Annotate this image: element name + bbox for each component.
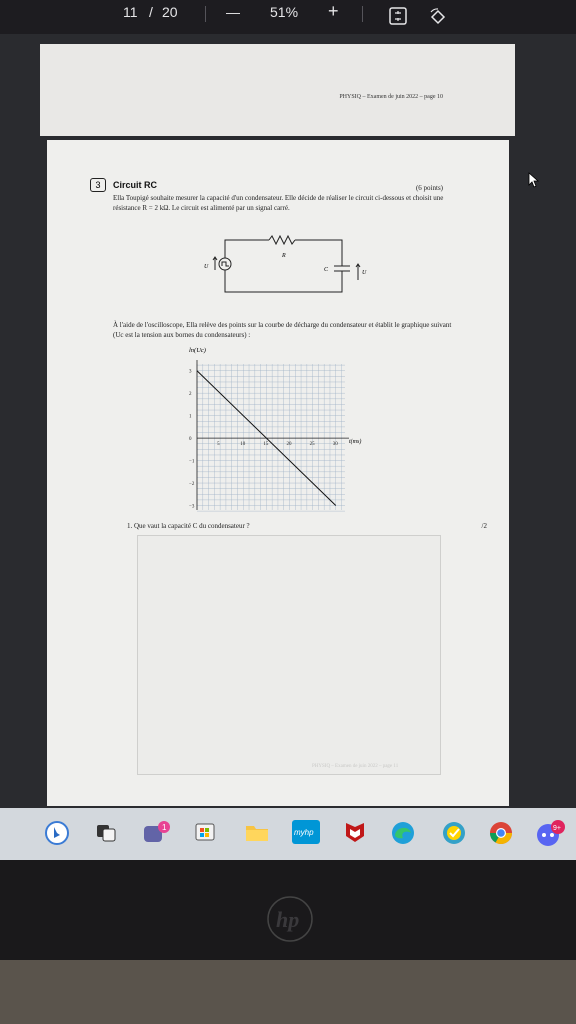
- pdf-page-previous: [40, 44, 515, 136]
- y-tick-label: −3: [189, 504, 195, 510]
- mcafee-icon[interactable]: [343, 820, 367, 844]
- y-tick-label: 0: [189, 437, 192, 443]
- windows-taskbar: [0, 808, 576, 860]
- answer-box[interactable]: [137, 535, 441, 775]
- fit-page-icon[interactable]: [389, 7, 407, 28]
- discord-badge: 9+: [553, 825, 561, 832]
- x-tick-label: 25: [309, 442, 315, 448]
- rotate-icon[interactable]: [428, 7, 448, 30]
- ug-arrow: [213, 257, 217, 270]
- x-axis-label: t(ms): [349, 439, 362, 445]
- x-tick-label: 10: [240, 442, 246, 448]
- store-icon[interactable]: [194, 820, 218, 844]
- subquestion-1: 1. Que vaut la capacité C du condensateur ?: [127, 522, 250, 530]
- question-number: 3: [90, 178, 106, 192]
- myhp-icon[interactable]: [292, 820, 320, 844]
- bing-chat-icon[interactable]: [44, 820, 68, 844]
- question-title: Circuit RC: [113, 180, 158, 190]
- rc-circuit-diagram: [187, 230, 372, 302]
- x-tick-label: 30: [332, 442, 338, 448]
- subquestion-1-points: /2: [481, 522, 487, 530]
- hp-logo: [266, 895, 314, 943]
- circuit-wire: [225, 240, 269, 258]
- page-footer: PHYSIQ – Examen de juin 2022 – page 11: [312, 764, 399, 769]
- file-explorer-icon[interactable]: [244, 820, 268, 844]
- y-tick-label: −1: [189, 459, 195, 465]
- toolbar-divider: [362, 6, 363, 22]
- mouse-cursor-icon: [528, 172, 540, 188]
- question-intro: Ella Toupigé souhaite mesurer la capacité d'un condensateur. Elle décide de réaliser le circuit ci-dessous et choisit une résistance R = 2 kΩ. Le circuit est alimenté par un signal carré.: [113, 194, 444, 212]
- pdf-page-current: [47, 140, 509, 806]
- x-tick-label: 20: [286, 442, 292, 448]
- page-current-number[interactable]: 11: [123, 4, 138, 20]
- myhp-label: myhp: [294, 828, 314, 837]
- generator-voltage-label: U: [204, 264, 209, 270]
- resistor-symbol: [269, 236, 295, 244]
- svg-text:hp: hp: [276, 907, 300, 932]
- discord-icon[interactable]: [536, 820, 560, 844]
- uc-arrow: [356, 264, 360, 280]
- teams-badge: 1: [162, 823, 167, 832]
- question-points: (6 points): [415, 184, 443, 192]
- page-separator: /: [149, 4, 153, 20]
- y-tick-label: 2: [189, 392, 192, 398]
- pdf-toolbar: [0, 0, 576, 34]
- circuit-wire: [295, 240, 342, 266]
- y-tick-label: 1: [189, 414, 192, 420]
- x-tick-label: 15: [263, 442, 269, 448]
- y-tick-label: 3: [189, 369, 192, 375]
- y-tick-label: −2: [189, 482, 195, 488]
- capacitor-label: C: [324, 267, 329, 273]
- task-view-icon[interactable]: [94, 820, 118, 844]
- circuit-wire: [225, 270, 342, 292]
- chart-axes: [197, 360, 349, 510]
- chrome-icon[interactable]: [488, 820, 512, 844]
- page-total: 20: [162, 4, 178, 20]
- y-axis-label: ln(Uc): [189, 347, 206, 354]
- desk-surface: [0, 960, 576, 1024]
- question-paragraph: À l'aide de l'oscilloscope, Ella relève des points sur la courbe de décharge du condensateur et établit le graphique suivant (Uc est la tension aux bornes du condensateurs) :: [113, 321, 452, 339]
- chart-grid: [197, 364, 345, 511]
- ln-uc-chart: [177, 342, 377, 514]
- x-tick-label: 5: [217, 442, 220, 448]
- resistor-label: R: [282, 253, 286, 259]
- capacitor-voltage-label: U: [362, 270, 367, 276]
- norton-icon[interactable]: [441, 820, 465, 844]
- zoom-in-button[interactable]: +: [328, 1, 339, 21]
- edge-icon[interactable]: [390, 820, 414, 844]
- page-header: PHYSIQ – Examen de juin 2022 – page 10: [339, 94, 443, 100]
- generator-symbol: [219, 258, 231, 270]
- teams-icon[interactable]: [142, 820, 166, 844]
- toolbar-divider: [205, 6, 206, 22]
- zoom-out-button[interactable]: —: [226, 4, 240, 20]
- capacitor-symbol: [334, 266, 350, 271]
- zoom-level[interactable]: 51%: [270, 4, 299, 20]
